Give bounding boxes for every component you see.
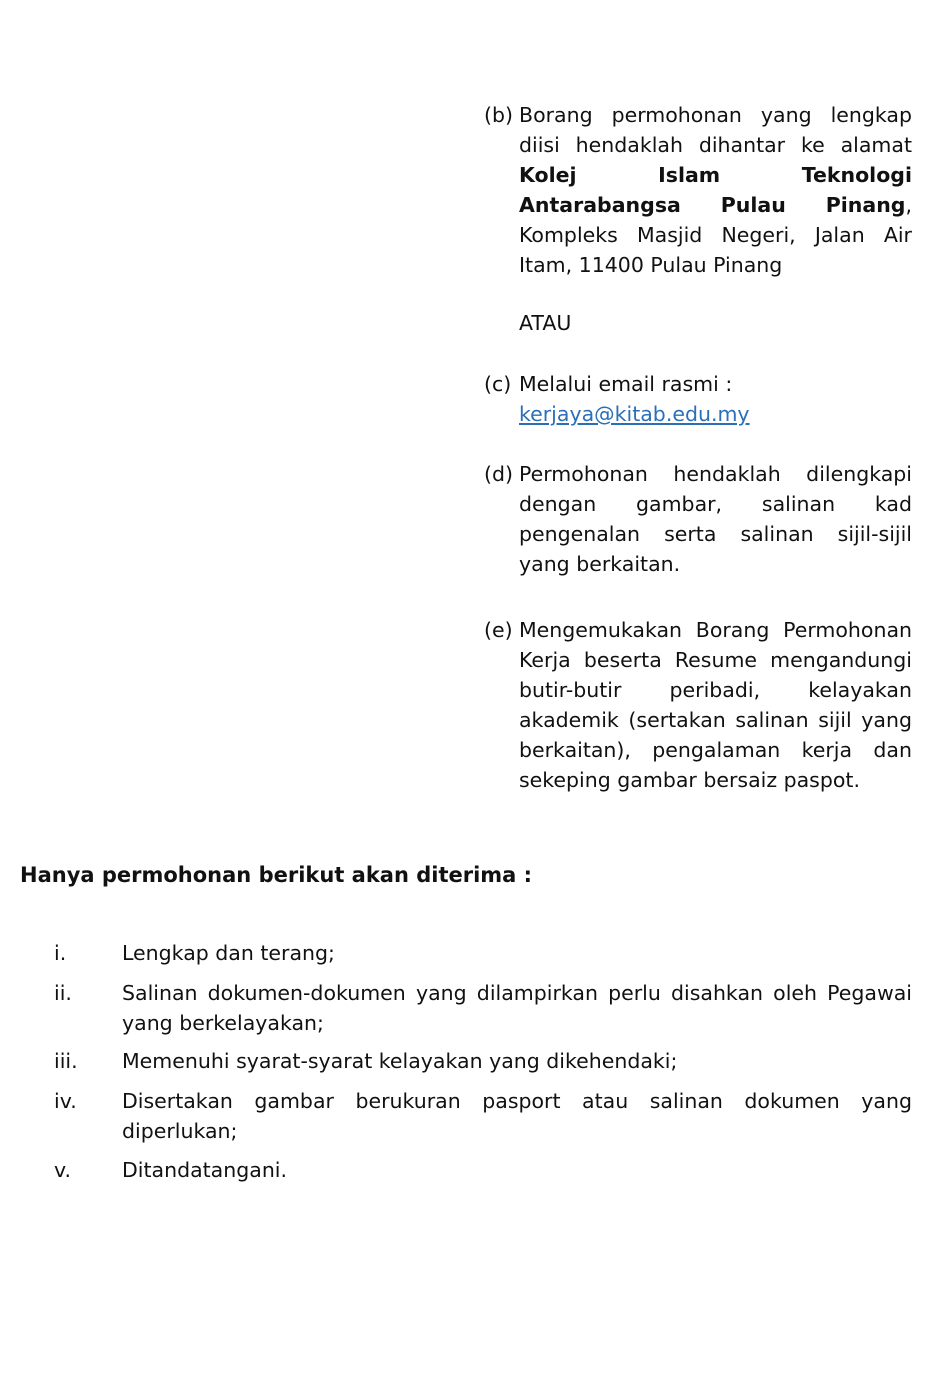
item-letter: (d)	[484, 462, 514, 486]
list-text: Lengkap dan terang;	[122, 941, 335, 965]
item-body	[519, 369, 912, 429]
list-item	[54, 938, 912, 968]
list-text: Salinan dokumen-dokumen yang dilampirkan perlu disahkan oleh Pegawai yang berkelayakan;	[122, 981, 912, 1035]
item-letter: (b)	[484, 103, 514, 127]
list-number: ii.	[54, 981, 72, 1005]
item-text: Permohonan hendaklah dilengkapi dengan gambar, salinan kad pengenalan serta salinan sijil-sijil yang berkaitan.	[519, 462, 912, 576]
list-item	[54, 978, 912, 1038]
list-text: Memenuhi syarat-syarat kelayakan yang dikehendaki;	[122, 1049, 678, 1073]
atau-label: ATAU	[519, 311, 572, 335]
section-heading: Hanya permohonan berikut akan diterima :	[20, 863, 533, 887]
list-number: iii.	[54, 1049, 78, 1073]
item-text: Mengemukakan Borang Permohonan Kerja beserta Resume mengandungi butir-butir peribadi, kelayakan akademik (sertakan salinan sijil yang berkaitan), pengalaman kerja dan sekeping gambar bersaiz paspot.	[519, 618, 912, 792]
item-b	[484, 100, 912, 280]
item-body	[519, 100, 912, 280]
list-text: Ditandatangani.	[122, 1158, 288, 1182]
list-item	[54, 1086, 912, 1146]
list-item	[54, 1046, 912, 1076]
item-text: Melalui email rasmi :	[519, 372, 733, 396]
item-e	[484, 615, 912, 795]
list-number: i.	[54, 941, 67, 965]
item-d	[484, 459, 912, 579]
item-text-address: , Kompleks Masjid Negeri, Jalan Air Itam, 11400 Pulau Pinang	[519, 193, 912, 277]
item-text: Borang permohonan yang lengkap diisi hendaklah dihantar ke alamat	[519, 103, 912, 157]
email-link[interactable]: kerjaya@kitab.edu.my	[519, 402, 750, 426]
item-letter: (c)	[484, 372, 512, 396]
item-c	[484, 369, 912, 429]
list-number: iv.	[54, 1089, 77, 1113]
list-number: v.	[54, 1158, 72, 1182]
list-text: Disertakan gambar berukuran pasport atau salinan dokumen yang diperlukan;	[122, 1089, 912, 1143]
list-item	[54, 1155, 912, 1185]
item-letter: (e)	[484, 618, 513, 642]
institution-name: Kolej Islam Teknologi Antarabangsa Pulau Pinang	[519, 163, 912, 217]
